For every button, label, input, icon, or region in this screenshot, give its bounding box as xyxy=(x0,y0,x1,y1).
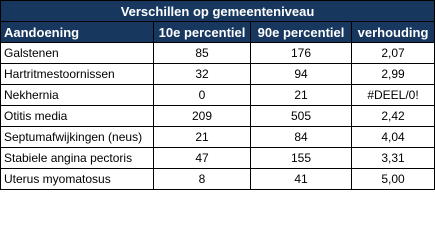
cell-p90[interactable]: 505 xyxy=(251,106,352,127)
cell-p90[interactable]: 176 xyxy=(251,43,352,64)
cell-verhouding[interactable]: 4,04 xyxy=(352,127,435,148)
cell-p90[interactable]: 94 xyxy=(251,64,352,85)
cell-verhouding[interactable]: 2,99 xyxy=(352,64,435,85)
table-row xyxy=(1,169,435,190)
cell-aandoening[interactable]: Uterus myomatosus xyxy=(1,169,154,190)
header-row xyxy=(1,22,435,43)
column-header-p90: 90e percentiel xyxy=(251,22,352,43)
column-header-aandoening: Aandoening xyxy=(1,22,154,43)
table-row xyxy=(1,64,435,85)
cell-p10[interactable]: 47 xyxy=(154,148,251,169)
cell-p90[interactable]: 84 xyxy=(251,127,352,148)
title-row xyxy=(1,1,435,22)
column-header-verhouding: verhouding xyxy=(352,22,435,43)
cell-verhouding[interactable]: 2,07 xyxy=(352,43,435,64)
cell-aandoening[interactable]: Nekhernia xyxy=(1,85,154,106)
table-row xyxy=(1,106,435,127)
table-row xyxy=(1,127,435,148)
cell-verhouding[interactable]: 2,42 xyxy=(352,106,435,127)
cell-aandoening[interactable]: Otitis media xyxy=(1,106,154,127)
cell-aandoening[interactable]: Septumafwijkingen (neus) xyxy=(1,127,154,148)
cell-verhouding[interactable]: 3,31 xyxy=(352,148,435,169)
cell-aandoening[interactable]: Galstenen xyxy=(1,43,154,64)
cell-p10[interactable]: 209 xyxy=(154,106,251,127)
cell-p10[interactable]: 21 xyxy=(154,127,251,148)
column-header-p10: 10e percentiel xyxy=(154,22,251,43)
cell-aandoening[interactable]: Stabiele angina pectoris xyxy=(1,148,154,169)
cell-p90[interactable]: 21 xyxy=(251,85,352,106)
table-title: Verschillen op gemeenteniveau xyxy=(1,1,435,22)
table-row xyxy=(1,148,435,169)
cell-p10[interactable]: 85 xyxy=(154,43,251,64)
cell-p10[interactable]: 0 xyxy=(154,85,251,106)
cell-p90[interactable]: 155 xyxy=(251,148,352,169)
cell-p10[interactable]: 8 xyxy=(154,169,251,190)
cell-aandoening[interactable]: Hartritmestoornissen xyxy=(1,64,154,85)
cell-verhouding[interactable]: #DEEL/0! xyxy=(352,85,435,106)
table-row xyxy=(1,85,435,106)
cell-p10[interactable]: 32 xyxy=(154,64,251,85)
table-row xyxy=(1,43,435,64)
cell-p90[interactable]: 41 xyxy=(251,169,352,190)
cell-verhouding[interactable]: 5,00 xyxy=(352,169,435,190)
